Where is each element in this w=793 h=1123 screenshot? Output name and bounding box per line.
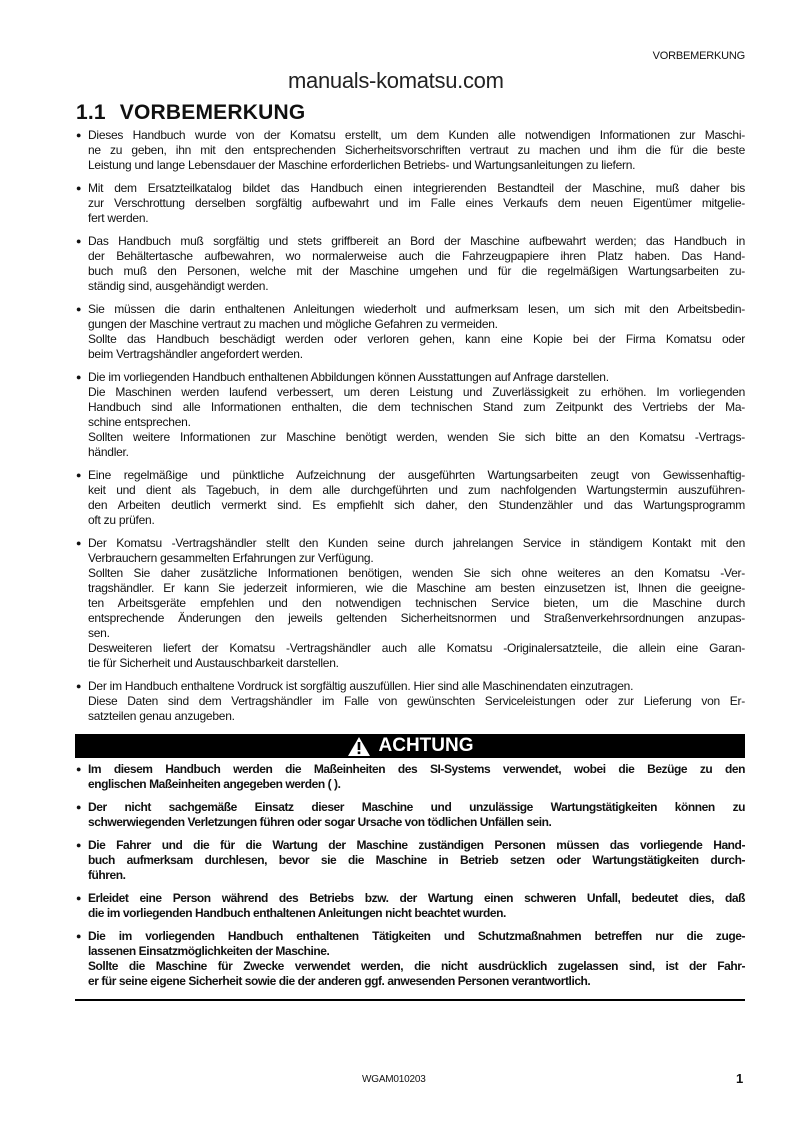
text-line: Handbuch sind alle Informationen enthalten, die dem technischen Stand zum Zeitpunkt des Vertriebs der Ma- — [88, 400, 745, 414]
text-line: Sie müssen die darin enthaltenen Anleitungen wiederholt und aufmerksam lesen, um sich mit den Arbeitsbedin- — [88, 302, 745, 316]
text-line: Mit dem Ersatzteilkatalog bildet das Handbuch einen integrierenden Bestandteil der Maschine, muß daher bis — [88, 181, 745, 195]
text-line: Eine regelmäßige und pünktliche Aufzeichnung der ausgeführten Wartungsarbeiten zeugt von Gewissenhaftig- — [88, 468, 745, 482]
watermark: manuals-komatsu.com — [288, 68, 504, 93]
text-line: buch aufmerksam durchlesen, bevor sie die Maschine in Betrieb setzen oder Wartungstätigkeiten durch- — [88, 853, 745, 867]
bullet-icon: ● — [76, 840, 82, 850]
text-line: Verbrauchern gesammelten Erfahrungen zur Verfügung. — [88, 551, 374, 565]
bullet-icon: ● — [76, 236, 82, 246]
text-line: buch muß den Personen, welche mit der Maschine umgehen und für die regelmäßigen Wartungsarbeiten zu- — [88, 264, 745, 278]
text-line: zur Verschrottung derselben sorgfältig aufbewahrt und im Falle eines Verkaufs dem neuen Eigentümer mitgelie- — [88, 196, 745, 210]
text-line: tie für Sicherheit und Austauschbarkeit darstellen. — [88, 656, 339, 670]
text-line: ten Arbeitsgeräte empfehlen und den notwendigen technischen Service bieten, um die Maschine durch — [88, 596, 745, 610]
text-line: schwerwiegenden Verletzungen führen oder sogar Ursache von tödlichen Unfällen sein. — [88, 815, 552, 829]
text-line: Diese Daten sind dem Vertragshändler im Falle von gewünschten Serviceleistungen oder zur Lieferung von Er- — [88, 694, 745, 708]
text-line: Der nicht sachgemäße Einsatz dieser Maschine und unzulässige Wartungstätigkeiten können zu — [88, 800, 745, 814]
text-line: tragshändler. Er kann Sie jederzeit informieren, wie die Maschine am besten einzusetzen ist, Ihnen die geeigne- — [88, 581, 745, 595]
bullet-icon: ● — [76, 304, 82, 314]
warning-triangle-icon — [347, 736, 371, 757]
section-title — [76, 101, 305, 125]
text-line: Desweiteren liefert der Komatsu -Vertragshändler auch alle Komatsu -Originalersatzteile, die allein eine Garan- — [88, 641, 745, 655]
text-line: oft zu prüfen. — [88, 513, 155, 527]
document-code: WGAM010203 — [362, 1074, 426, 1085]
list-item — [78, 929, 745, 989]
text-line: Die im vorliegenden Handbuch enthaltenen Tätigkeiten und Schutzmaßnahmen betreffen nur die zuge- — [88, 929, 745, 943]
text-line: satzteilen genau anzugeben. — [88, 709, 235, 723]
bullet-icon: ● — [76, 538, 82, 548]
text-line: fert werden. — [88, 211, 149, 225]
bullet-icon: ● — [76, 802, 82, 812]
text-line: Sollten Sie daher zusätzliche Informationen benötigen, wenden Sie sich ohne weiteres an den Komatsu -Ver- — [88, 566, 745, 580]
text-line: Der im Handbuch enthaltene Vordruck ist sorgfältig auszufüllen. Hier sind alle Maschinendaten einzutragen. — [88, 679, 634, 693]
text-line: Sollte die Maschine für Zwecke verwendet werden, die nicht ausdrücklich zugelassen sind, ist der Fahr- — [88, 959, 745, 973]
text-line: Erleidet eine Person während des Betriebs bzw. der Wartung einen schweren Unfall, bedeutet dies, daß — [88, 891, 745, 905]
text-line: Leistung und lange Lebensdauer der Maschine erforderlichen Betriebs- und Wartungsanleitungen zu liefern. — [88, 158, 636, 172]
text-line: führen. — [88, 868, 126, 882]
text-line: Im diesem Handbuch werden die Maßeinheiten des SI-Systems verwendet, wobei die Bezüge zu den — [88, 762, 745, 776]
running-header: VORBEMERKUNG — [652, 50, 745, 62]
text-line: lassenen Einsatzmöglichkeiten der Maschine. — [88, 944, 330, 958]
text-line: ne zu geben, ihn mit den entsprechenden Sicherheitsvorschriften vertraut zu machen und ihm die für die beste — [88, 143, 745, 157]
text-line: beim Vertragshändler angefordert werden. — [88, 347, 303, 361]
bullet-icon: ● — [76, 681, 82, 691]
list-item — [78, 302, 745, 362]
intro-list — [78, 128, 745, 724]
list-item — [78, 838, 745, 883]
warning-banner — [75, 734, 745, 758]
list-item — [78, 679, 745, 724]
text-line: gungen der Maschine vertraut zu machen und mögliche Gefahren zu vermeiden. — [88, 317, 498, 331]
text-line: Sollten weitere Informationen zur Maschine benötigt werden, wenden Sie sich bitte an den Komatsu -Vertrags- — [88, 430, 745, 444]
page-number: 1 — [736, 1071, 744, 1086]
list-item — [78, 128, 745, 173]
text-line: Dieses Handbuch wurde von der Komatsu erstellt, um dem Kunden alle notwendigen Informationen zur Maschi- — [88, 128, 745, 142]
text-line: den Arbeiten deutlich vermerkt sind. Es empfiehlt sich daher, den Stundenzähler und das Wartungsprogramm — [88, 498, 745, 512]
bullet-icon: ● — [76, 931, 82, 941]
text-line: händler. — [88, 445, 129, 459]
list-item — [78, 468, 745, 528]
bullet-icon: ● — [76, 764, 82, 774]
bullet-icon: ● — [76, 130, 82, 140]
bullet-icon: ● — [76, 893, 82, 903]
text-line: er für seine eigene Sicherheit sowie die der anderen ggf. anwesenden Personen verantwortlich. — [88, 974, 591, 988]
text-line: englischen Maßeinheiten angegeben werden ( ). — [88, 777, 341, 791]
bullet-icon: ● — [76, 372, 82, 382]
bullet-icon: ● — [76, 183, 82, 193]
list-item — [78, 370, 745, 460]
text-line: der Behältertasche aufbewahren, wo normalerweise auch die Fahrzeugpapiere ihren Platz haben. Das Hand- — [88, 249, 745, 263]
list-item — [78, 536, 745, 671]
text-line: die im vorliegenden Handbuch enthaltenen Anleitungen nicht beachtet wurden. — [88, 906, 506, 920]
list-item — [78, 234, 745, 294]
bottom-rule — [75, 999, 745, 1001]
text-line: schine entsprechen. — [88, 415, 191, 429]
list-item — [78, 181, 745, 226]
warning-label: ACHTUNG — [378, 735, 474, 756]
text-line: Die Maschinen werden laufend verbessert, um deren Leistung und Zuverlässigkeit zu erhöhen. Im vorliegenden — [88, 385, 745, 399]
section-number: 1.1 — [76, 101, 106, 124]
list-item — [78, 762, 745, 792]
text-line: Das Handbuch muß sorgfältig und stets griffbereit an Bord der Maschine aufbewahrt werden; das Handbuch in — [88, 234, 745, 248]
text-line: Die Fahrer und die für die Wartung der Maschine zuständigen Personen müssen das vorliegende Hand- — [88, 838, 745, 852]
text-line: entsprechende Änderungen den jeweils geltenden Sicherheitsnormen und Straßenverkehrsordnungen anzupas- — [88, 611, 745, 625]
text-line: Der Komatsu -Vertragshändler stellt den Kunden seine durch jahrelangen Service in ständigem Kontakt mit den — [88, 536, 745, 550]
section-title-text: VORBEMERKUNG — [119, 101, 306, 124]
text-line: Sollte das Handbuch beschädigt werden oder verloren gehen, kann eine Kopie bei der Firma Komatsu oder — [88, 332, 745, 346]
text-line: sen. — [88, 626, 110, 640]
list-item — [78, 800, 745, 830]
text-line: keit und dient als Tagebuch, in dem alle durchgeführten und zum nachfolgenden Wartungstermin auszuführen- — [88, 483, 745, 497]
bullet-icon: ● — [76, 470, 82, 480]
list-item — [78, 891, 745, 921]
document-body — [78, 128, 745, 1001]
text-line: Die im vorliegenden Handbuch enthaltenen Abbildungen können Ausstattungen auf Anfrage darstellen. — [88, 370, 609, 384]
warning-list — [78, 762, 745, 989]
text-line: ständig sind, ausgehändigt werden. — [88, 279, 269, 293]
